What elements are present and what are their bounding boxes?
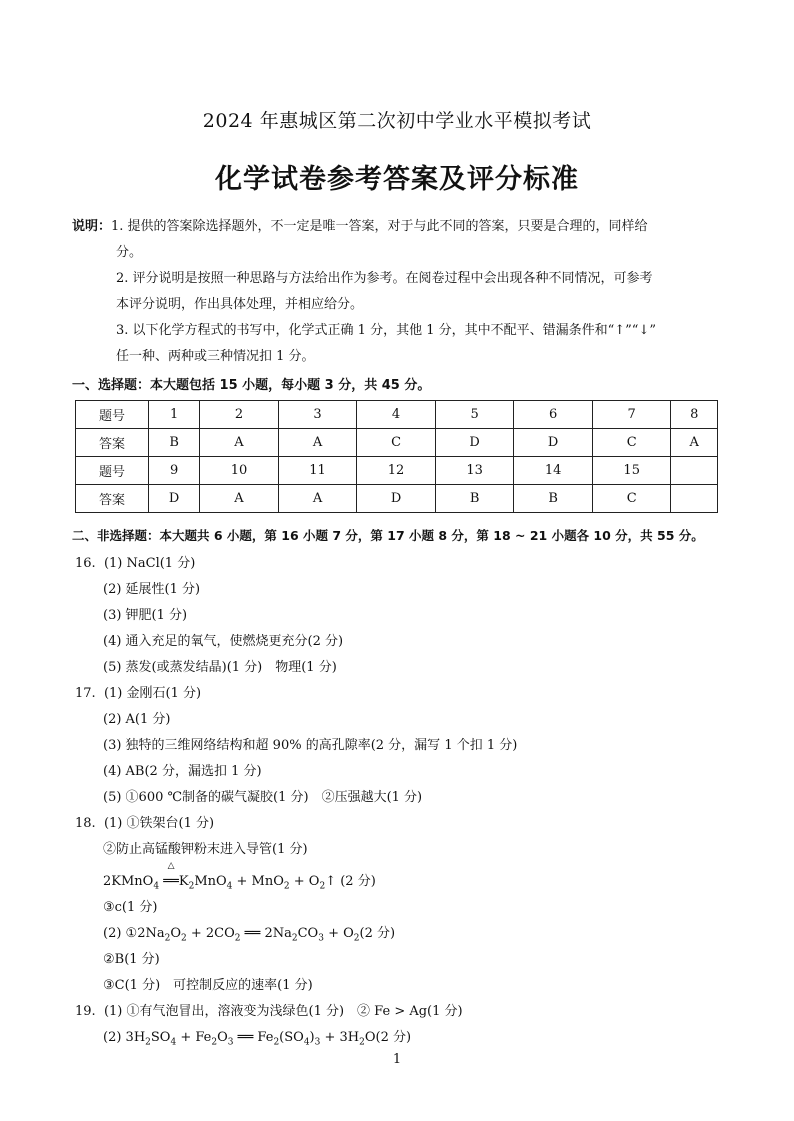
notes-block <box>72 214 724 370</box>
section-1-heading: 一、选择题：本大题包括 15 小题，每小题 3 分，共 45 分。 <box>72 378 431 393</box>
table-row: 题号 1 2 3 4 5 6 7 8 <box>76 401 718 429</box>
q17-line-2: (2) A(1 分) <box>103 712 171 727</box>
q16-line-3: (3) 钾肥(1 分) <box>103 608 188 623</box>
q18-line-4: ③c(1 分) <box>103 900 158 915</box>
q19-line-1: 19. (1) ①有气泡冒出，溶液变为浅绿色(1 分) ② Fe > Ag(1 分) <box>75 1004 463 1019</box>
q18-equation-1: 2KMnO$_4$ △ $══K_2MnO_4 + MnO_2$ + $O_2↑$ (2 分) <box>103 861 376 892</box>
q18-line-1: 18. (1) ①铁架台(1 分) <box>75 816 215 831</box>
q16-line-4: (4) 通入充足的氧气，使燃烧更充分(2 分) <box>103 634 344 649</box>
q17-line-1: 17. (1) 金刚石(1 分) <box>75 686 202 701</box>
answer-table <box>75 400 718 513</box>
note-line-3: 2. 评分说明是按照一种思路与方法给出作为参考。在阅卷过程中会出现各种不同情况，可参考 <box>116 271 653 286</box>
q16-line-2: (2) 延展性(1 分) <box>103 582 201 597</box>
document-subtitle: 化学试卷参考答案及评分标准 <box>215 164 579 195</box>
note-line-2: 分。 <box>116 245 143 260</box>
table-row: 答案 B A A C D D C A <box>76 429 718 457</box>
note-line-1: 说明：1. 提供的答案除选择题外，不一定是唯一答案，对于与此不同的答案，只要是合理的，同样给 <box>72 219 648 234</box>
q16-line-1: 16. (1) NaCl(1 分) <box>75 556 196 571</box>
q17-line-4: (4) AB(2 分，漏选扣 1 分) <box>103 764 262 779</box>
q19-equation: (2) $3H_2SO_4 + Fe_2O_3$ ══ $Fe_2(SO_4)_3 + 3H_2O(2$ 分) <box>103 1030 412 1048</box>
note-line-5: 3. 以下化学方程式的书写中，化学式正确 1 分，其他 1 分，其中不配平、错漏条件和“↑”“↓” <box>116 323 656 338</box>
q18-line-6: ②B(1 分) <box>103 952 160 967</box>
exam-title: 2024 年惠城区第二次初中学业水平模拟考试 <box>202 110 592 132</box>
q18-equation-2: (2) $①2Na_2O_2 + 2CO_2$ ══ $2Na_2CO_3 + O_2(2$ 分) <box>103 926 396 944</box>
q17-line-3: (3) 独特的三维网络结构和超 90% 的高孔隙率(2 分，漏写 1 个扣 1 分) <box>103 738 518 753</box>
note-line-6: 任一种、两种或三种情况扣 1 分。 <box>116 349 315 364</box>
q16-line-5: (5) 蒸发(或蒸发结晶)(1 分) 物理(1 分) <box>103 660 337 675</box>
note-line-4: 本评分说明，作出具体处理，并相应给分。 <box>116 297 364 312</box>
section-2-heading: 二、非选择题：本大题共 6 小题，第 16 小题 7 分，第 17 小题 8 分，第 18 ~ 21 小题各 10 分，共 55 分。 <box>72 528 704 543</box>
heat-condition-arrow: △ ══ <box>163 861 179 889</box>
q18-line-2: ②防止高锰酸钾粉末进入导管(1 分) <box>103 842 308 857</box>
q18-line-7: ③C(1 分) 可控制反应的速率(1 分) <box>103 978 313 993</box>
q17-line-5: (5) ①600 ℃制备的碳气凝胶(1 分) ②压强越大(1 分) <box>103 790 423 805</box>
notes-label: 说明： <box>72 219 112 234</box>
table-row: 答案 D A A D B B C <box>76 485 718 513</box>
table-row: 题号 9 10 11 12 13 14 15 <box>76 457 718 485</box>
page-number: 1 <box>392 1052 402 1067</box>
